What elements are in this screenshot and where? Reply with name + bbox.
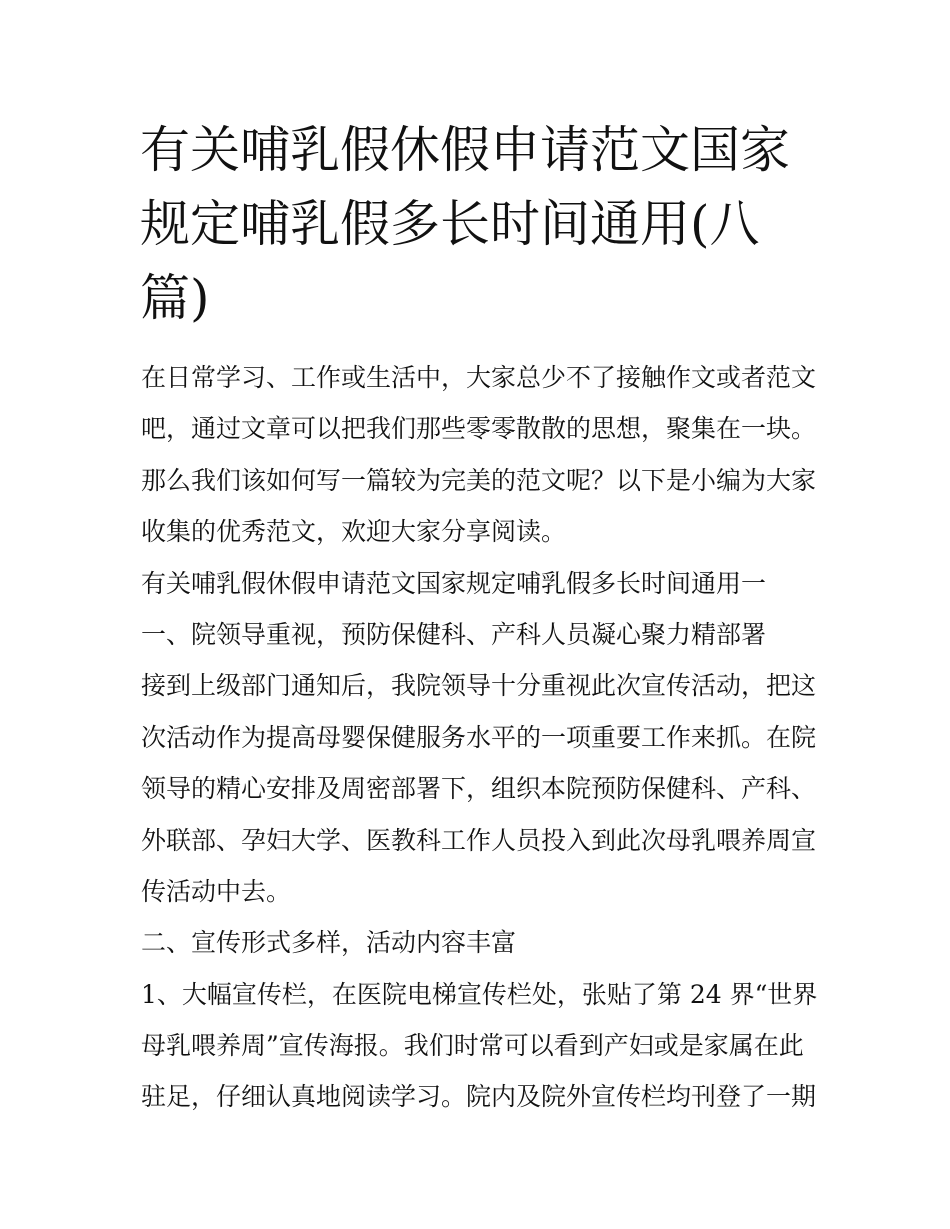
body-line: 母乳喂养周”宣传海报。我们时常可以看到产妇或是家属在此	[141, 1031, 804, 1061]
body-line: 那么我们该如何写一篇较为完美的范文呢？以下是小编为大家	[141, 465, 817, 495]
title-line-3: 篇)	[140, 269, 210, 327]
body-line: 吧，通过文章可以把我们那些零零散散的思想，聚集在一块。	[141, 414, 817, 444]
document-body	[141, 356, 831, 1127]
body-line: 领导的精心安排及周密部署下，组织本院预防保健科、产科、	[141, 774, 817, 804]
body-line: 接到上级部门通知后，我院领导十分重视此次宣传活动，把这	[141, 671, 817, 701]
body-line: 次活动作为提高母婴保健服务水平的一项重要工作来抓。在院	[141, 722, 817, 752]
title-line-2: 规定哺乳假多长时间通用(八	[140, 195, 760, 253]
body-line: 收集的优秀范文，欢迎大家分享阅读。	[141, 517, 567, 547]
subsection-heading: 二、宣传形式多样，活动内容丰富	[141, 928, 517, 958]
subsection-heading: 一、院领导重视，预防保健科、产科人员凝心聚力精部署	[141, 619, 767, 649]
body-line: 外联部、孕妇大学、医教科工作人员投入到此次母乳喂养周宣	[141, 825, 817, 855]
body-line: 在日常学习、工作或生活中，大家总少不了接触作文或者范文	[141, 363, 817, 392]
body-line: 驻足，仔细认真地阅读学习。院内及院外宣传栏均刊登了一期	[141, 1082, 817, 1112]
section-heading: 有关哺乳假休假申请范文国家规定哺乳假多长时间通用一	[141, 568, 767, 598]
body-line: 传活动中去。	[141, 876, 292, 906]
body-line: 1、大幅宣传栏，在医院电梯宣传栏处，张贴了第 24 界“世界	[141, 979, 818, 1009]
document-title	[140, 113, 820, 335]
title-line-1: 有关哺乳假休假申请范文国家	[140, 121, 790, 179]
